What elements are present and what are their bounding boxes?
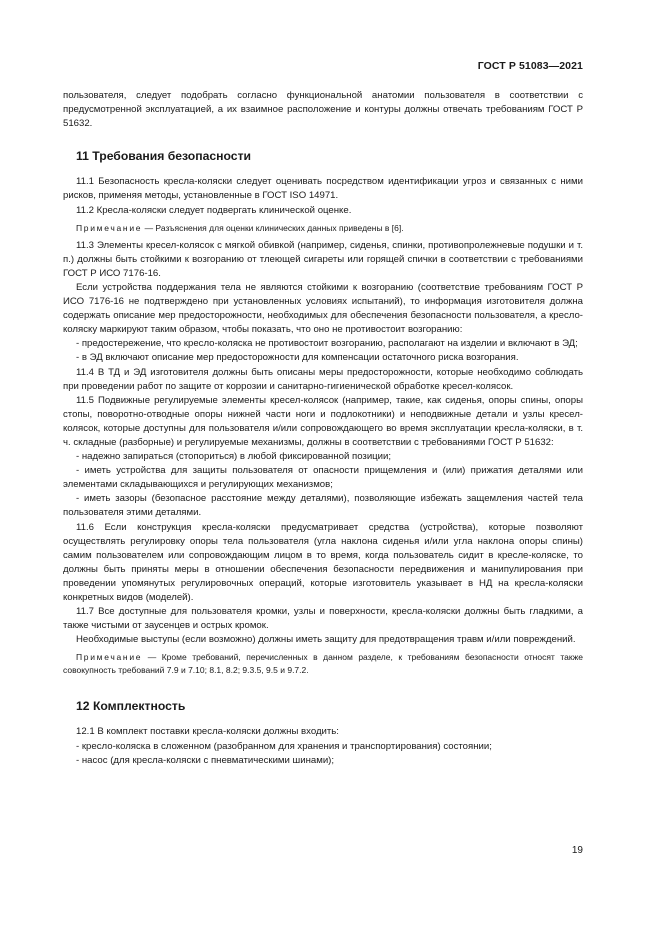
section-12-heading: 12 Комплектность <box>76 699 186 714</box>
page-content <box>63 89 583 768</box>
intro-paragraph: пользователя, следует подобрать согласно функциональной анатомии пользователя в соответствии с предусмотренной эксплуатацией, а их взаимное расположение и контуры должны отвечать требованиям ГОСТ Р 51632. <box>63 90 583 130</box>
list-item: - кресло-коляска в сложенном (разобранном для хранения и транспортирования) состоянии; <box>76 740 492 752</box>
paragraph-11-6: 11.6 Если конструкция кресла-коляски предусматривает средства (устройства), которые позволяют осуществлять регулировку опоры тела пользователя (угла наклона сиденья и/или угла наклона опоры спины) самим пользователем или сопровождающим лицом в то время, когда пользователь сидит в кресле-коляске, то должны быть приняты меры в отношении обеспечения безопасности передвижения и манипулирования при проведении упомянутых регулировочных операций, которые изготовитель указывает в НД на кресла-коляски конкретных видов (моделей). <box>63 521 583 603</box>
paragraph-11-2: 11.2 Кресла-коляски следует подвергать клинической оценке. <box>76 204 352 216</box>
paragraph-11-7-cont: Необходимые выступы (если возможно) должны иметь защиту для предотвращения травм и/или повреждений. <box>76 634 576 646</box>
list-item: - иметь зазоры (безопасное расстояние между деталями), позволяющие избежать защемления частей тела пользователя этими деталями. <box>63 493 583 519</box>
paragraph-11-4: 11.4 В ТД и ЭД изготовителя должны быть описаны меры предосторожности, которые необходимо соблюдать при проведении работ по защите от коррозии и санитарно-гигиенической обработке кресел-колясок. <box>63 366 583 392</box>
paragraph-11-7: 11.7 Все доступные для пользователя кромки, узлы и поверхности, кресла-коляски должны быть гладкими, а также чистыми от заусенцев и острых кромок. <box>63 606 583 632</box>
list-item: - в ЭД включают описание мер предосторожности для компенсации остаточного риска возгорания. <box>76 352 519 364</box>
paragraph-11-5: 11.5 Подвижные регулируемые элементы кресел-колясок (например, такие, как сиденья, опоры спины, опоры стопы, поворотно-отводные опоры нижней части ноги и подлокотники) и неподвижные детали и узлы кресел-колясок, которые доступны для пользователя и/или сопровождающего во время эксплуатации кресла-коляски, в т. ч. складные (разборные) и регулируемые механизмы, должны в соответствии с требованиями ГОСТ Р 51632: <box>63 394 583 448</box>
paragraph-11-3-cont: Если устройства поддержания тела не являются стойкими к возгоранию (соответствие требованиям ГОСТ Р ИСО 7176-16 не подтверждено при установленных условиях испытаний), то информация изготовителя должна содержать описание мер предосторожности, необходимых для обеспечения безопасности пользователя, а кресло-коляску маркируют таким образом, чтобы показать, что оно не противостоит возгоранию: <box>63 281 583 336</box>
paragraph-11-1: 11.1 Безопасность кресла-коляски следует оценивать посредством идентификации угроз и связанных с ними рисков, применяя методы, установленные в ГОСТ ISO 14971. <box>63 176 583 202</box>
page-number: 19 <box>571 845 583 856</box>
list-item: - иметь устройства для защиты пользователя от опасности прищемления и (или) прижатия деталями или элементами складывающихся и регулирующих механизмов; <box>63 465 583 491</box>
note-text: — Кроме требований, перечисленных в данном разделе, к требованиям безопасности относят также совокупность требований 7.9 и 7.10; 8.1, 8.2; 9.3.5, 9.5 и 9.7.2. <box>63 652 583 676</box>
note-2 <box>63 651 583 677</box>
document-id: ГОСТ Р 51083—2021 <box>477 60 583 72</box>
list-item: - надежно запираться (стопориться) в любой фиксированной позиции; <box>76 451 392 463</box>
list-item: - насос (для кресла-коляски с пневматическими шинами); <box>76 754 335 766</box>
paragraph-11-3: 11.3 Элементы кресел-колясок с мягкой обивкой (например, сиденья, спинки, противопролежневые подушки и т. п.) должны быть стойкими к возгоранию от тлеющей сигареты или горящей спички в соответствии с требованиями ГОСТ Р ИСО 7176-16. <box>63 239 583 279</box>
note-label: Примечание <box>76 652 143 663</box>
note-label: Примечание <box>76 222 143 233</box>
note-text: — Разъяснения для оценки клинических данных приведены в [6]. <box>142 222 404 233</box>
list-item: - предостережение, что кресло-коляска не противостоит возгоранию, располагают на изделии и включают в ЭД; <box>76 338 578 350</box>
section-11-heading: 11 Требования безопасности <box>76 149 252 164</box>
note-1 <box>63 222 583 235</box>
paragraph-12-1: 12.1 В комплект поставки кресла-коляски должны входить: <box>76 726 339 738</box>
